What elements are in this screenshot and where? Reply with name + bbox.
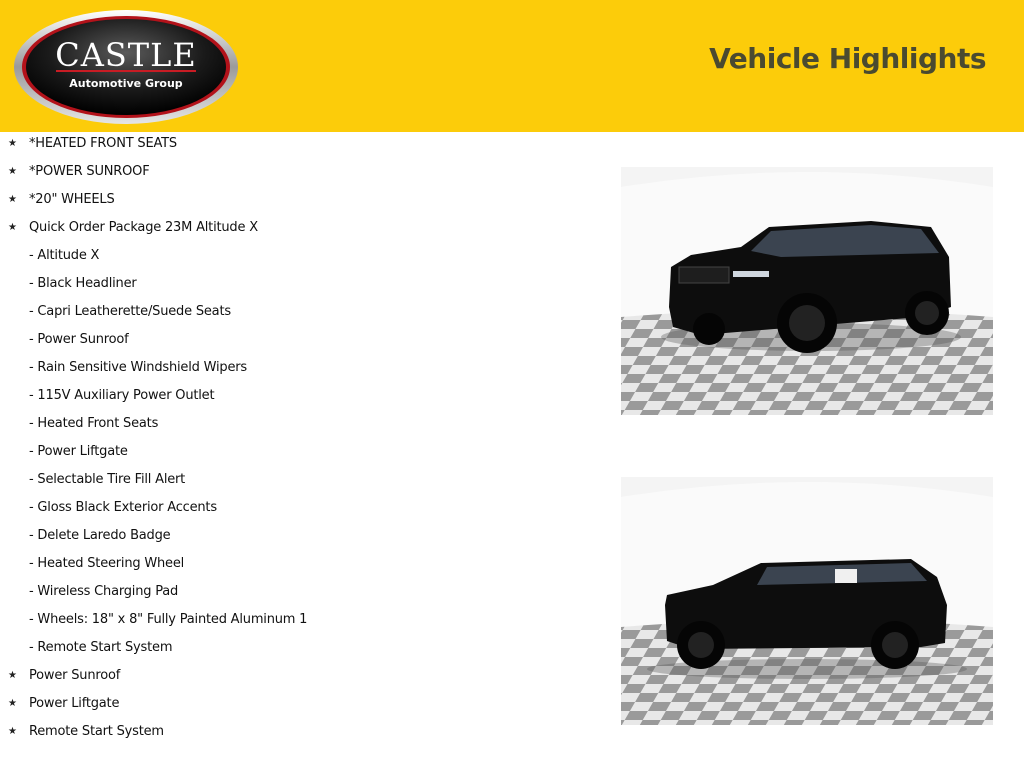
feature-item: [0, 214, 600, 242]
star-bullet-icon: ★: [8, 222, 17, 233]
star-bullet-icon: ★: [8, 698, 17, 709]
feature-text: Quick Order Package 23M Altitude X: [29, 220, 258, 235]
feature-item: [0, 270, 600, 298]
feature-text: - Delete Laredo Badge: [29, 528, 171, 543]
feature-item: [0, 634, 600, 662]
feature-item: [0, 158, 600, 186]
feature-item: [0, 242, 600, 270]
feature-item: [0, 606, 600, 634]
castle-logo: [12, 8, 240, 126]
feature-text: - Power Liftgate: [29, 444, 128, 459]
feature-item: [0, 326, 600, 354]
feature-text: - Altitude X: [29, 248, 100, 263]
feature-item: [0, 298, 600, 326]
feature-list: [0, 130, 600, 746]
feature-item: [0, 578, 600, 606]
feature-text: - 115V Auxiliary Power Outlet: [29, 388, 215, 403]
page-title: Vehicle Highlights: [709, 42, 986, 75]
feature-item: [0, 466, 600, 494]
logo-subtitle: Automotive Group: [69, 77, 183, 90]
logo-wordmark: CASTLE: [55, 36, 197, 74]
feature-text: - Capri Leatherette/Suede Seats: [29, 304, 231, 319]
feature-item: [0, 522, 600, 550]
feature-text: *POWER SUNROOF: [29, 164, 150, 179]
feature-item: [0, 438, 600, 466]
star-bullet-icon: ★: [8, 138, 17, 149]
feature-text: - Gloss Black Exterior Accents: [29, 500, 217, 515]
vehicle-photo-front-three-quarter: [621, 167, 993, 415]
feature-text: - Wireless Charging Pad: [29, 584, 179, 599]
star-bullet-icon: ★: [8, 726, 17, 737]
star-bullet-icon: ★: [8, 166, 17, 177]
feature-text: Remote Start System: [29, 724, 164, 739]
feature-item: [0, 130, 600, 158]
feature-item: [0, 494, 600, 522]
feature-item: [0, 354, 600, 382]
feature-item: [0, 186, 600, 214]
feature-text: - Power Sunroof: [29, 332, 129, 347]
feature-text: - Heated Front Seats: [29, 416, 159, 431]
feature-item: [0, 410, 600, 438]
vehicle-photo-side-profile: [621, 477, 993, 725]
feature-text: - Black Headliner: [29, 276, 137, 291]
feature-item: [0, 690, 600, 718]
feature-item: [0, 662, 600, 690]
feature-text: - Heated Steering Wheel: [29, 556, 185, 571]
feature-text: - Rain Sensitive Windshield Wipers: [29, 360, 247, 375]
feature-item: [0, 382, 600, 410]
feature-text: *HEATED FRONT SEATS: [29, 136, 177, 151]
feature-text: Power Sunroof: [29, 668, 121, 683]
feature-text: Power Liftgate: [29, 696, 120, 711]
star-bullet-icon: ★: [8, 194, 17, 205]
feature-text: - Remote Start System: [29, 640, 173, 655]
header-banner: [0, 0, 1024, 132]
feature-text: *20" WHEELS: [29, 192, 115, 207]
feature-text: - Wheels: 18" x 8" Fully Painted Aluminum 1: [29, 612, 308, 627]
feature-item: [0, 550, 600, 578]
feature-text: - Selectable Tire Fill Alert: [29, 472, 186, 487]
feature-item: [0, 718, 600, 746]
star-bullet-icon: ★: [8, 670, 17, 681]
